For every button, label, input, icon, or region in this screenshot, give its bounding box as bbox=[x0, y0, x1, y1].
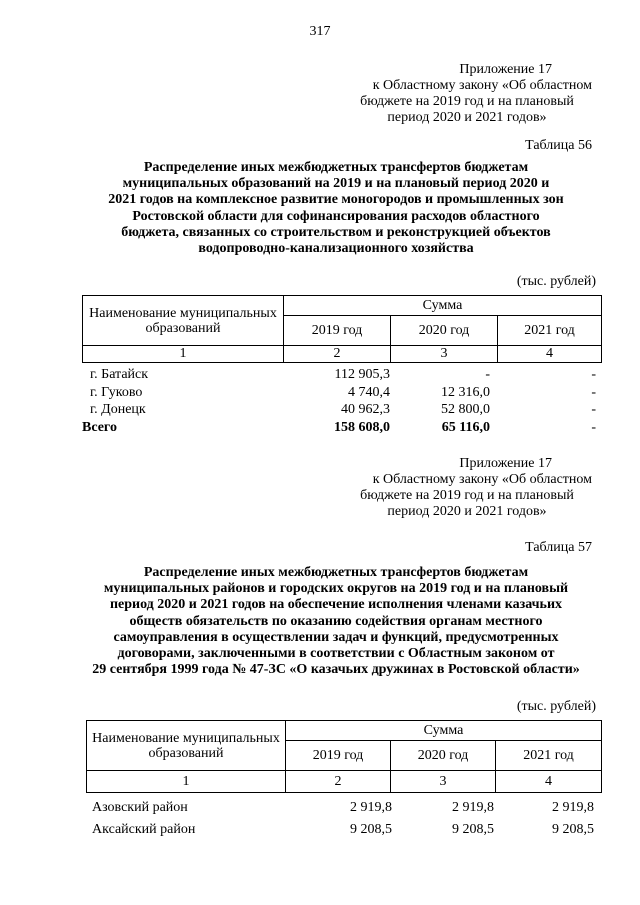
table-57-heading bbox=[70, 565, 602, 678]
table-total-row bbox=[82, 419, 602, 437]
table-57-units: (тыс. рублей) bbox=[516, 699, 596, 714]
table-row bbox=[82, 366, 602, 384]
column-number: 3 bbox=[391, 771, 496, 793]
row-name: Азовский район bbox=[92, 800, 188, 815]
heading-line: Распределение иных межбюджетных трансфертов бюджетам bbox=[143, 160, 529, 175]
table-57-label: Таблица 57 bbox=[525, 540, 592, 555]
column-number: 4 bbox=[498, 346, 602, 363]
column-number: 3 bbox=[391, 346, 498, 363]
table-row bbox=[82, 401, 602, 419]
sum-column-header: Сумма bbox=[284, 296, 602, 316]
table-56-body bbox=[82, 366, 602, 436]
heading-line: договорами, заключенными в соответствии с Областным законом от bbox=[117, 646, 555, 662]
heading-line: 2021 годов на комплексное развитие моногородов и промышленных зон bbox=[108, 192, 564, 208]
value-2020: - bbox=[485, 367, 490, 382]
table-56-units: (тыс. рублей) bbox=[516, 274, 596, 289]
table-57-body bbox=[88, 797, 602, 841]
name-column-header: Наименование муниципальных образований bbox=[83, 296, 284, 346]
value-2019: 158 608,0 bbox=[334, 419, 390, 435]
table-row bbox=[88, 797, 602, 819]
row-name: г. Гуково bbox=[90, 384, 143, 400]
heading-line: период 2020 и 2021 годов на обеспечение исполнения членами казачьих bbox=[109, 597, 563, 613]
column-number: 1 bbox=[87, 771, 286, 793]
row-name: Аксайский район bbox=[92, 822, 196, 837]
heading-line: 29 сентября 1999 года № 47-ЗС «О казачьих дружинах в Ростовской области» bbox=[92, 662, 580, 678]
year-header: 2019 год bbox=[286, 741, 391, 771]
column-number: 2 bbox=[284, 346, 391, 363]
heading-line: самоуправления в осуществлении задач и функций, предусмотренных bbox=[113, 629, 559, 645]
year-header: 2021 год bbox=[496, 741, 602, 771]
value-2021: - bbox=[591, 419, 596, 435]
annex-line: к Областному закону «Об областном bbox=[372, 78, 592, 93]
column-number: 1 bbox=[83, 346, 284, 363]
row-name: г. Батайск bbox=[90, 367, 149, 382]
heading-line: обществ обязательств по оказанию содействия органам местного bbox=[129, 613, 543, 629]
annex-line: бюджете на 2019 год и на плановый bbox=[360, 94, 574, 109]
name-column-header: Наименование муниципальных образований bbox=[87, 721, 286, 771]
value-2020: 12 316,0 bbox=[441, 384, 490, 400]
annex-line: период 2020 и 2021 годов» bbox=[387, 504, 547, 519]
heading-line: Распределение иных межбюджетных трансфертов бюджетам bbox=[143, 565, 529, 580]
annex-note-2 bbox=[342, 456, 592, 520]
table-57-header bbox=[86, 720, 602, 793]
sum-column-header: Сумма bbox=[286, 721, 602, 741]
table-56-header bbox=[82, 295, 602, 363]
value-2021: - bbox=[591, 384, 596, 400]
value-2020: 52 800,0 bbox=[441, 402, 490, 418]
value-2019: 2 919,8 bbox=[350, 800, 392, 815]
value-2020: 9 208,5 bbox=[452, 822, 494, 837]
value-2019: 40 962,3 bbox=[341, 402, 390, 418]
value-2019: 9 208,5 bbox=[350, 822, 392, 837]
year-header: 2020 год bbox=[391, 316, 498, 346]
value-2021: 9 208,5 bbox=[552, 822, 594, 837]
annex-line: к Областному закону «Об областном bbox=[372, 472, 592, 487]
table-56-label: Таблица 56 bbox=[525, 138, 592, 153]
table-row bbox=[82, 384, 602, 402]
annex-line: период 2020 и 2021 годов» bbox=[387, 110, 547, 125]
value-2020: 2 919,8 bbox=[452, 800, 494, 815]
annex-title: Приложение 17 bbox=[459, 456, 552, 471]
table-row bbox=[88, 819, 602, 841]
heading-line: муниципальных образований на 2019 и на плановый период 2020 и bbox=[122, 176, 550, 192]
annex-line: бюджете на 2019 год и на плановый bbox=[360, 488, 574, 503]
table-56-heading bbox=[72, 160, 600, 257]
column-number: 4 bbox=[496, 771, 602, 793]
row-name: г. Донецк bbox=[90, 402, 146, 418]
value-2021: 2 919,8 bbox=[552, 800, 594, 815]
year-header: 2021 год bbox=[498, 316, 602, 346]
heading-line: водопроводно-канализационного хозяйства bbox=[198, 241, 474, 257]
heading-line: муниципальных районов и городских округов на 2019 год и на плановый bbox=[103, 581, 569, 597]
value-2021: - bbox=[591, 367, 596, 382]
year-header: 2019 год bbox=[284, 316, 391, 346]
annex-note-1 bbox=[342, 62, 592, 126]
value-2019: 112 905,3 bbox=[334, 367, 390, 382]
year-header: 2020 год bbox=[391, 741, 496, 771]
column-number: 2 bbox=[286, 771, 391, 793]
value-2021: - bbox=[591, 402, 596, 418]
annex-title: Приложение 17 bbox=[459, 62, 552, 77]
page-number: 317 bbox=[309, 24, 331, 39]
heading-line: Ростовской области для софинансирования расходов областного bbox=[132, 208, 540, 224]
row-name: Всего bbox=[82, 419, 117, 435]
heading-line: бюджета, связанных со строительством и реконструкцией объектов bbox=[121, 224, 551, 240]
value-2019: 4 740,4 bbox=[348, 384, 390, 400]
value-2020: 65 116,0 bbox=[441, 419, 490, 435]
